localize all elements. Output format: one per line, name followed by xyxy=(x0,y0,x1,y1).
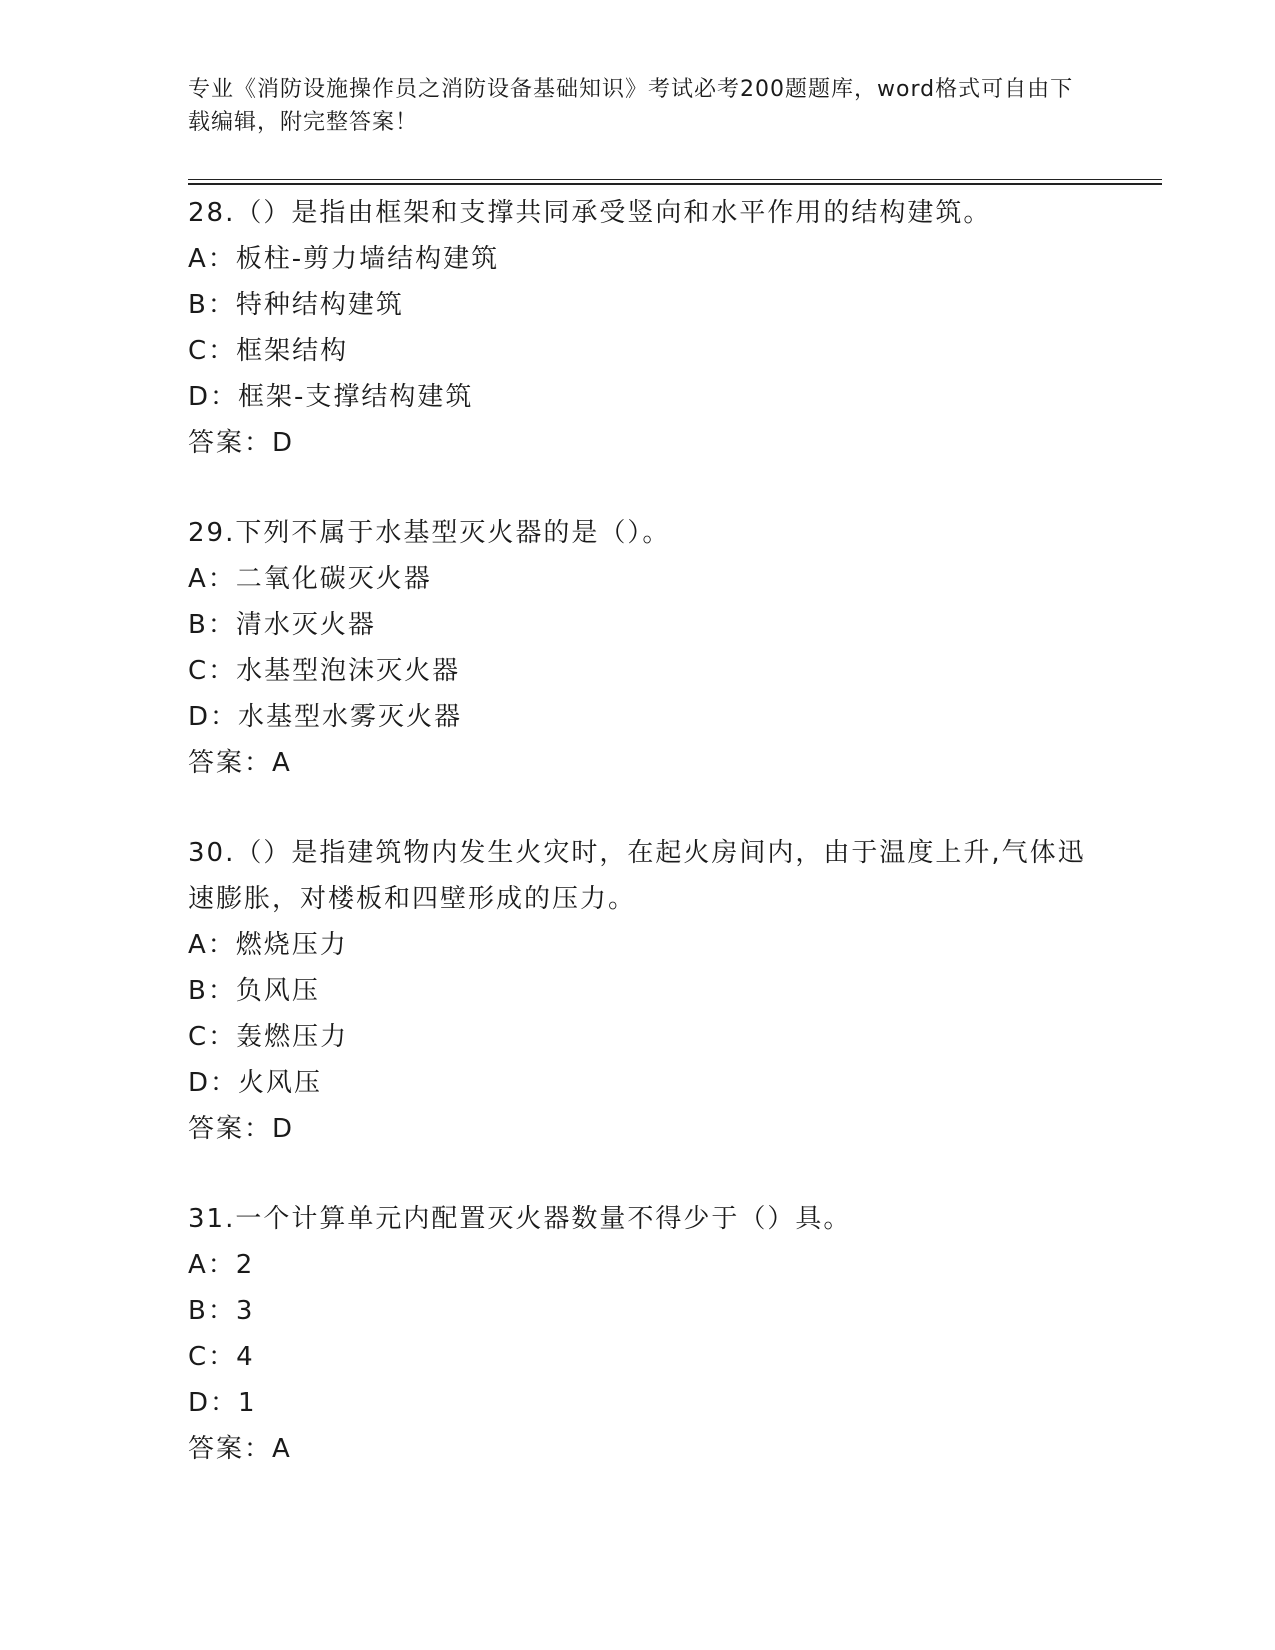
answer: 答案：D xyxy=(188,1114,295,1144)
question-28 xyxy=(188,190,1088,466)
option-b: B：特种结构建筑 xyxy=(188,290,404,320)
question-stem: 30.（）是指建筑物内发生火灾时，在起火房间内，由于温度上升,气体迅速膨胀，对楼板和四壁形成的压力。 xyxy=(188,838,1086,914)
header-divider-bottom xyxy=(188,183,1162,185)
option-d: D：框架-支撑结构建筑 xyxy=(188,382,474,412)
option-d: D：水基型水雾灭火器 xyxy=(188,702,463,732)
option-a: A：二氧化碳灭火器 xyxy=(188,564,432,594)
question-list xyxy=(188,190,1088,1516)
question-31 xyxy=(188,1196,1088,1472)
option-c: C：轰燃压力 xyxy=(188,1022,349,1052)
option-d: D：1 xyxy=(188,1388,257,1418)
option-a: A：燃烧压力 xyxy=(188,930,348,960)
answer: 答案：A xyxy=(188,1434,292,1464)
header-divider-top xyxy=(188,179,1162,180)
option-b: B：负风压 xyxy=(188,976,320,1006)
document-title: 专业《消防设施操作员之消防设备基础知识》考试必考200题题库，word格式可自由下载编辑，附完整答案！ xyxy=(188,77,1074,135)
answer: 答案：A xyxy=(188,748,292,778)
question-stem: 28.（）是指由框架和支撑共同承受竖向和水平作用的结构建筑。 xyxy=(188,198,992,228)
option-c: C：4 xyxy=(188,1342,255,1372)
question-30 xyxy=(188,830,1088,1152)
option-d: D：火风压 xyxy=(188,1068,323,1098)
question-stem: 29.下列不属于水基型灭火器的是（）。 xyxy=(188,518,671,548)
answer: 答案：D xyxy=(188,428,295,458)
option-a: A：板柱-剪力墙结构建筑 xyxy=(188,244,500,274)
option-c: C：框架结构 xyxy=(188,336,349,366)
option-b: B：3 xyxy=(188,1296,255,1326)
question-29 xyxy=(188,510,1088,786)
document-header xyxy=(188,73,1088,139)
question-stem: 31.一个计算单元内配置灭火器数量不得少于（）具。 xyxy=(188,1204,852,1234)
option-a: A：2 xyxy=(188,1250,255,1280)
option-b: B：清水灭火器 xyxy=(188,610,376,640)
option-c: C：水基型泡沫灭火器 xyxy=(188,656,461,686)
